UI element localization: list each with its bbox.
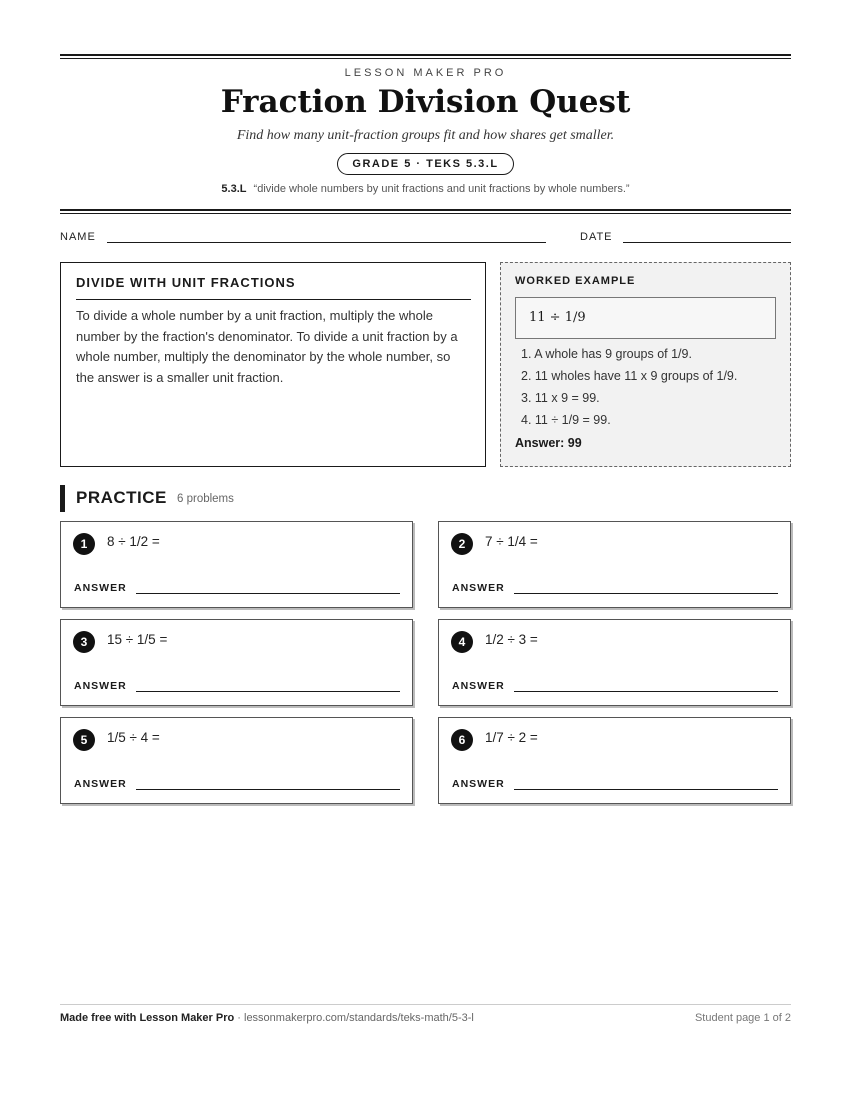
worksheet-page	[60, 0, 791, 1100]
answer-field[interactable]	[136, 691, 400, 692]
name-label: NAME	[60, 231, 96, 243]
problem-number: 4	[451, 631, 473, 653]
footer-divider	[60, 1004, 791, 1005]
date-label: DATE	[580, 231, 613, 243]
brand-name: LESSON MAKER PRO	[344, 67, 507, 79]
example-heading: WORKED EXAMPLE	[515, 275, 636, 287]
answer-label: ANSWER	[452, 582, 505, 594]
answer-label: ANSWER	[74, 582, 127, 594]
problem-card	[60, 521, 413, 608]
problem-card	[438, 521, 791, 608]
grade-badge-wrap	[60, 153, 791, 175]
example-step: 3. 11 x 9 = 99.	[521, 391, 600, 405]
practice-accent-bar	[60, 485, 65, 512]
date-field[interactable]	[623, 242, 791, 243]
answer-field[interactable]	[514, 593, 778, 594]
concept-heading: DIVIDE WITH UNIT FRACTIONS	[76, 275, 296, 290]
concept-divider	[76, 299, 471, 300]
problem-number: 1	[73, 533, 95, 555]
concept-box	[60, 262, 486, 467]
answer-field[interactable]	[514, 789, 778, 790]
problem-expression: 1/2 ÷ 3 =	[485, 632, 538, 647]
problem-expression: 1/5 ÷ 4 =	[107, 730, 160, 745]
answer-label: ANSWER	[452, 778, 505, 790]
footer-url[interactable]: · lessonmakerpro.com/standards/teks-math/5-3-l	[234, 1012, 474, 1024]
example-problem: 11 ÷ 1/9	[515, 297, 776, 339]
problem-card	[438, 717, 791, 804]
problem-expression: 1/7 ÷ 2 =	[485, 730, 538, 745]
name-field[interactable]	[107, 242, 546, 243]
page-title: Fraction Division Quest	[220, 84, 631, 120]
answer-field[interactable]	[136, 593, 400, 594]
answer-field[interactable]	[514, 691, 778, 692]
problem-number: 6	[451, 729, 473, 751]
example-answer: Answer: 99	[515, 436, 582, 450]
concept-text: To divide a whole number by a unit fraction, multiply the whole number by the fraction's denominator. To divide a unit fraction by a whole number, multiply the denominator by the whole number, so the answer is a smaller unit fraction.	[76, 308, 458, 385]
standard-code: 5.3.L	[221, 183, 247, 195]
footer-credit	[60, 1012, 474, 1024]
example-step: 4. 11 ÷ 1/9 = 99.	[521, 413, 611, 427]
problem-expression: 15 ÷ 1/5 =	[107, 632, 168, 647]
footer-made-by: Made free with Lesson Maker Pro	[60, 1012, 235, 1024]
worked-example-box	[500, 262, 791, 467]
answer-label: ANSWER	[74, 778, 127, 790]
answer-field[interactable]	[136, 789, 400, 790]
example-step: 2. 11 wholes have 11 x 9 groups of 1/9.	[521, 369, 738, 383]
footer-page-number: Student page 1 of 2	[694, 1012, 791, 1024]
problem-expression: 8 ÷ 1/2 =	[107, 534, 160, 549]
standard-line	[60, 183, 791, 195]
example-step: 1. A whole has 9 groups of 1/9.	[521, 347, 692, 361]
answer-label: ANSWER	[74, 680, 127, 692]
grade-badge: GRADE 5 · TEKS 5.3.L	[337, 153, 513, 175]
problem-expression: 7 ÷ 1/4 =	[485, 534, 538, 549]
problem-card	[60, 717, 413, 804]
header-top-rule	[60, 54, 791, 56]
problem-number: 5	[73, 729, 95, 751]
page-subtitle: Find how many unit-fraction groups fit and how shares get smaller.	[236, 128, 615, 143]
problem-number: 2	[451, 533, 473, 555]
problem-number: 3	[73, 631, 95, 653]
answer-label: ANSWER	[452, 680, 505, 692]
example-steps	[521, 345, 737, 433]
header-bottom-rule	[60, 209, 791, 211]
practice-title: PRACTICE	[76, 488, 167, 507]
problem-card	[60, 619, 413, 706]
practice-count: 6 problems	[177, 493, 234, 505]
problem-card	[438, 619, 791, 706]
standard-text: “divide whole numbers by unit fractions and unit fractions by whole numbers.”	[253, 183, 630, 195]
